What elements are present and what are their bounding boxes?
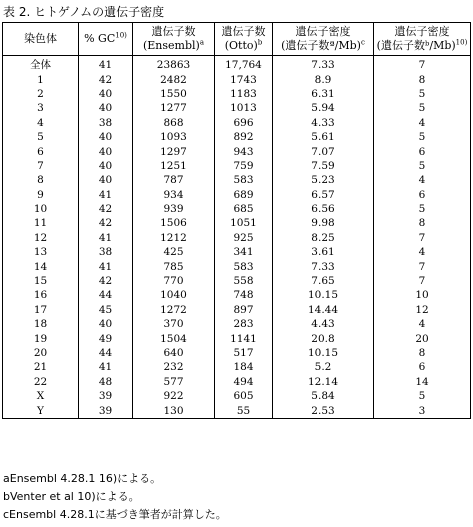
table-row <box>3 159 471 173</box>
cell-genes-otto: 55 <box>215 403 273 418</box>
cell-genes-ensembl: 425 <box>133 245 215 259</box>
cell-density-ensembl: 7.65 <box>273 274 374 288</box>
cell-chromosome: 21 <box>3 360 79 374</box>
cell-genes-otto: 1051 <box>215 216 273 230</box>
cell-gc: 41 <box>79 188 133 202</box>
cell-gc: 49 <box>79 331 133 345</box>
header-sup: c <box>360 38 365 47</box>
cell-genes-ensembl: 23863 <box>133 56 215 73</box>
cell-gc: 40 <box>79 317 133 331</box>
cell-density-otto: 5 <box>374 87 471 101</box>
header-row <box>3 23 471 56</box>
cell-density-otto: 6 <box>374 188 471 202</box>
cell-chromosome: 全体 <box>3 56 79 73</box>
table-row <box>3 274 471 288</box>
table-row <box>3 173 471 187</box>
table-row <box>3 403 471 418</box>
cell-chromosome: X <box>3 389 79 403</box>
cell-density-ensembl: 7.33 <box>273 56 374 73</box>
cell-chromosome: 18 <box>3 317 79 331</box>
header-sup: b <box>257 38 263 47</box>
cell-genes-otto: 1141 <box>215 331 273 345</box>
table-row <box>3 259 471 273</box>
cell-density-ensembl: 5.94 <box>273 101 374 115</box>
cell-genes-otto: 1743 <box>215 72 273 86</box>
cell-density-otto: 7 <box>374 56 471 73</box>
cell-gc: 41 <box>79 360 133 374</box>
cell-genes-otto: 685 <box>215 202 273 216</box>
cell-gc: 39 <box>79 403 133 418</box>
cell-chromosome: 22 <box>3 375 79 389</box>
cell-density-ensembl: 10.15 <box>273 288 374 302</box>
cell-chromosome: 15 <box>3 274 79 288</box>
cell-density-otto: 10 <box>374 288 471 302</box>
cell-genes-otto: 1183 <box>215 87 273 101</box>
table-row <box>3 130 471 144</box>
table-row <box>3 303 471 317</box>
cell-density-ensembl: 6.31 <box>273 87 374 101</box>
header-label: 遺伝子数 <box>221 25 266 38</box>
cell-genes-otto: 17,764 <box>215 56 273 73</box>
cell-density-otto: 5 <box>374 101 471 115</box>
cell-genes-otto: 759 <box>215 159 273 173</box>
table-row <box>3 216 471 230</box>
cell-genes-otto: 184 <box>215 360 273 374</box>
header-sup: 10) <box>455 38 468 47</box>
cell-density-ensembl: 12.14 <box>273 375 374 389</box>
cell-genes-ensembl: 1212 <box>133 231 215 245</box>
cell-genes-otto: 583 <box>215 259 273 273</box>
header-sup: a <box>199 38 205 47</box>
cell-genes-otto: 748 <box>215 288 273 302</box>
cell-genes-ensembl: 1504 <box>133 331 215 345</box>
cell-density-otto: 5 <box>374 202 471 216</box>
table-body <box>3 56 471 419</box>
cell-density-ensembl: 3.61 <box>273 245 374 259</box>
cell-gc: 40 <box>79 101 133 115</box>
cell-genes-otto: 925 <box>215 231 273 245</box>
cell-genes-ensembl: 868 <box>133 116 215 130</box>
cell-density-otto: 6 <box>374 360 471 374</box>
table-row <box>3 202 471 216</box>
cell-genes-otto: 897 <box>215 303 273 317</box>
gene-density-table <box>2 22 471 419</box>
header-sup: 10) <box>115 31 127 40</box>
cell-genes-otto: 517 <box>215 346 273 360</box>
cell-density-ensembl: 4.33 <box>273 116 374 130</box>
cell-density-ensembl: 5.23 <box>273 173 374 187</box>
cell-genes-otto: 283 <box>215 317 273 331</box>
cell-density-ensembl: 5.61 <box>273 130 374 144</box>
cell-gc: 48 <box>79 375 133 389</box>
table-row <box>3 346 471 360</box>
cell-genes-ensembl: 232 <box>133 360 215 374</box>
cell-genes-ensembl: 1277 <box>133 101 215 115</box>
header-label: 遺伝子数 <box>151 25 196 38</box>
cell-chromosome: 19 <box>3 331 79 345</box>
table-row <box>3 288 471 302</box>
cell-gc: 42 <box>79 72 133 86</box>
cell-density-ensembl: 6.56 <box>273 202 374 216</box>
cell-density-ensembl: 7.07 <box>273 144 374 158</box>
cell-gc: 44 <box>79 288 133 302</box>
cell-genes-otto: 892 <box>215 130 273 144</box>
cell-gc: 41 <box>79 56 133 73</box>
cell-chromosome: 7 <box>3 159 79 173</box>
cell-chromosome: 1 <box>3 72 79 86</box>
cell-chromosome: 16 <box>3 288 79 302</box>
cell-genes-otto: 696 <box>215 116 273 130</box>
cell-chromosome: 9 <box>3 188 79 202</box>
cell-density-ensembl: 8.25 <box>273 231 374 245</box>
cell-gc: 40 <box>79 87 133 101</box>
cell-genes-ensembl: 939 <box>133 202 215 216</box>
cell-chromosome: 2 <box>3 87 79 101</box>
cell-density-otto: 8 <box>374 72 471 86</box>
cell-genes-ensembl: 785 <box>133 259 215 273</box>
cell-genes-otto: 494 <box>215 375 273 389</box>
cell-chromosome: 3 <box>3 101 79 115</box>
header-density-otto <box>374 23 471 56</box>
cell-density-ensembl: 2.53 <box>273 403 374 418</box>
cell-density-ensembl: 8.9 <box>273 72 374 86</box>
cell-density-otto: 8 <box>374 346 471 360</box>
header-genes-otto <box>215 23 273 56</box>
cell-gc: 39 <box>79 389 133 403</box>
footnote-c: cEnsembl 4.28.1に基づき筆者が計算した。 <box>3 508 227 521</box>
header-genes-ensembl <box>133 23 215 56</box>
cell-density-otto: 7 <box>374 274 471 288</box>
header-label: 染色体 <box>24 32 57 45</box>
cell-chromosome: 13 <box>3 245 79 259</box>
cell-density-otto: 14 <box>374 375 471 389</box>
cell-chromosome: 17 <box>3 303 79 317</box>
cell-gc: 40 <box>79 130 133 144</box>
cell-genes-otto: 605 <box>215 389 273 403</box>
cell-genes-otto: 558 <box>215 274 273 288</box>
cell-density-otto: 4 <box>374 116 471 130</box>
header-chromosome <box>3 23 79 56</box>
cell-genes-ensembl: 787 <box>133 173 215 187</box>
cell-genes-ensembl: 2482 <box>133 72 215 86</box>
cell-genes-ensembl: 130 <box>133 403 215 418</box>
header-sublabel: (Ensembl)$^a$ <box>142 38 205 52</box>
table-row <box>3 331 471 345</box>
cell-density-otto: 7 <box>374 259 471 273</box>
table-row <box>3 188 471 202</box>
header-label: 遺伝子密度 <box>394 25 450 38</box>
cell-density-ensembl: 14.44 <box>273 303 374 317</box>
cell-genes-ensembl: 1550 <box>133 87 215 101</box>
cell-genes-otto: 1013 <box>215 101 273 115</box>
cell-genes-otto: 341 <box>215 245 273 259</box>
header-sublabel: (Otto)$^b$ <box>224 38 263 52</box>
cell-density-otto: 5 <box>374 130 471 144</box>
cell-genes-ensembl: 370 <box>133 317 215 331</box>
cell-chromosome: Y <box>3 403 79 418</box>
cell-gc: 38 <box>79 116 133 130</box>
cell-density-ensembl: 7.33 <box>273 259 374 273</box>
header-density-ensembl <box>273 23 374 56</box>
table-row <box>3 101 471 115</box>
cell-genes-ensembl: 1093 <box>133 130 215 144</box>
cell-gc: 42 <box>79 274 133 288</box>
cell-density-ensembl: 10.15 <box>273 346 374 360</box>
header-gc <box>79 23 133 56</box>
cell-chromosome: 20 <box>3 346 79 360</box>
cell-density-ensembl: 5.84 <box>273 389 374 403</box>
cell-density-otto: 4 <box>374 245 471 259</box>
cell-density-otto: 5 <box>374 389 471 403</box>
table-row <box>3 317 471 331</box>
cell-density-otto: 3 <box>374 403 471 418</box>
table-row <box>3 360 471 374</box>
cell-chromosome: 11 <box>3 216 79 230</box>
cell-genes-ensembl: 934 <box>133 188 215 202</box>
footnotes <box>3 470 227 524</box>
table-row <box>3 56 471 73</box>
cell-genes-otto: 943 <box>215 144 273 158</box>
cell-density-ensembl: 6.57 <box>273 188 374 202</box>
cell-genes-otto: 689 <box>215 188 273 202</box>
table-row <box>3 116 471 130</box>
cell-genes-ensembl: 1297 <box>133 144 215 158</box>
cell-gc: 41 <box>79 259 133 273</box>
cell-gc: 42 <box>79 216 133 230</box>
table-row <box>3 375 471 389</box>
cell-genes-ensembl: 1251 <box>133 159 215 173</box>
cell-density-otto: 4 <box>374 317 471 331</box>
table-caption: 表 2. ヒトゲノムの遺伝子密度 <box>3 5 165 19</box>
cell-density-ensembl: 20.8 <box>273 331 374 345</box>
table-row <box>3 87 471 101</box>
header-sublabel: (遺伝子数ᵇ/Mb)$^{10)}$ <box>376 38 468 52</box>
cell-density-otto: 8 <box>374 216 471 230</box>
table-row <box>3 245 471 259</box>
header-label: 遺伝子密度 <box>295 25 351 38</box>
cell-gc: 40 <box>79 144 133 158</box>
cell-gc: 42 <box>79 202 133 216</box>
table-header <box>3 23 471 56</box>
cell-genes-otto: 583 <box>215 173 273 187</box>
cell-density-otto: 20 <box>374 331 471 345</box>
cell-gc: 40 <box>79 159 133 173</box>
cell-chromosome: 14 <box>3 259 79 273</box>
footnote-a: aEnsembl 4.28.1 16)による。 <box>3 472 162 485</box>
cell-density-ensembl: 9.98 <box>273 216 374 230</box>
cell-chromosome: 12 <box>3 231 79 245</box>
cell-gc: 40 <box>79 173 133 187</box>
header-label: % GC$^{10)}$ <box>84 31 127 45</box>
cell-density-ensembl: 4.43 <box>273 317 374 331</box>
table-row <box>3 72 471 86</box>
cell-density-otto: 4 <box>374 173 471 187</box>
cell-chromosome: 8 <box>3 173 79 187</box>
cell-gc: 44 <box>79 346 133 360</box>
cell-density-otto: 6 <box>374 144 471 158</box>
cell-chromosome: 4 <box>3 116 79 130</box>
cell-density-otto: 5 <box>374 159 471 173</box>
cell-density-ensembl: 5.2 <box>273 360 374 374</box>
cell-chromosome: 10 <box>3 202 79 216</box>
cell-gc: 41 <box>79 231 133 245</box>
cell-gc: 38 <box>79 245 133 259</box>
cell-genes-ensembl: 1272 <box>133 303 215 317</box>
footnote-b: bVenter et al 10)による。 <box>3 490 140 503</box>
cell-genes-ensembl: 577 <box>133 375 215 389</box>
cell-chromosome: 6 <box>3 144 79 158</box>
cell-genes-ensembl: 1506 <box>133 216 215 230</box>
table-row <box>3 144 471 158</box>
cell-density-otto: 12 <box>374 303 471 317</box>
cell-genes-ensembl: 1040 <box>133 288 215 302</box>
header-sublabel: (遺伝子数ª/Mb)$^c$ <box>281 38 365 52</box>
table-row <box>3 389 471 403</box>
cell-genes-ensembl: 770 <box>133 274 215 288</box>
cell-density-ensembl: 7.59 <box>273 159 374 173</box>
cell-gc: 45 <box>79 303 133 317</box>
cell-genes-ensembl: 640 <box>133 346 215 360</box>
cell-density-otto: 7 <box>374 231 471 245</box>
cell-chromosome: 5 <box>3 130 79 144</box>
table-row <box>3 231 471 245</box>
cell-genes-ensembl: 922 <box>133 389 215 403</box>
